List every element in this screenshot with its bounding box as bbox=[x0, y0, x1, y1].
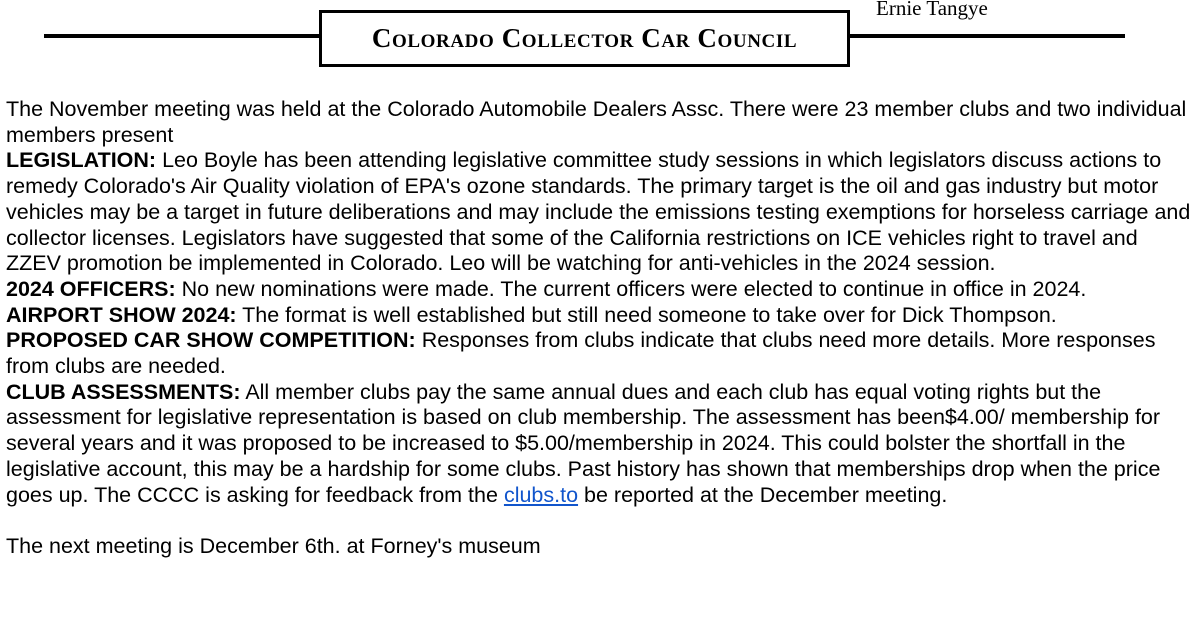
section-label: 2024 OFFICERS: bbox=[6, 276, 176, 301]
clubs-link[interactable]: clubs.to bbox=[503, 482, 579, 507]
title-box bbox=[319, 10, 850, 67]
section-car-show-competition bbox=[6, 328, 1194, 379]
page-title: Colorado Collector Car Council bbox=[371, 23, 798, 53]
section-label: CLUB ASSESSMENTS: bbox=[6, 379, 241, 404]
section-text: All member clubs pay the same annual dues and each club has equal voting rights but the assessment for legislative representation is based on club membership. The assessment has been$4.00/ membership for several years and it was proposed to be increased to $5.00/membership in 2024. This could bolster the shortfall in the legislative account, this may be a hardship for some clubs. Past history has shown that memberships drop when the price goes up. The CCCC is asking for feedback from the bbox=[6, 379, 1161, 507]
section-airport-show bbox=[6, 303, 1194, 329]
article-body bbox=[6, 97, 1194, 560]
section-label: AIRPORT SHOW 2024: bbox=[6, 302, 237, 327]
section-text: Responses from clubs indicate that clubs need more details. More responses from clubs are needed. bbox=[6, 328, 1156, 379]
section-text: No new nominations were made. The current officers were elected to continue in office in 2024. bbox=[175, 276, 1087, 301]
section-legislation bbox=[6, 148, 1194, 277]
section-text: The format is well established but still need someone to take over for Dick Thompson. bbox=[236, 302, 1057, 327]
section-officers bbox=[6, 277, 1194, 303]
section-text-after: be reported at the December meeting. bbox=[578, 482, 948, 507]
paragraph-spacer bbox=[6, 508, 1194, 534]
author-name: Ernie Tangye bbox=[876, 0, 988, 20]
section-label: PROPOSED CAR SHOW COMPETITION: bbox=[6, 328, 416, 353]
section-text: Leo Boyle has been attending legislative committee study sessions in which legislators discuss actions to remedy Colorado's Air Quality violation of EPA's ozone standards. The primary target is the oil and gas industry but motor vehicles may be a target in future deliberations and may include the emissions testing exemptions for horseless carriage and collector licenses. Legislators have suggested that some of the California restrictions on ICE vehicles right to travel and ZZEV promotion be implemented in Colorado. Leo will be watching for anti-vehicles in the 2024 session. bbox=[6, 148, 1191, 276]
intro-paragraph: The November meeting was held at the Colorado Automobile Dealers Assc. There were 23 member clubs and two individual members present bbox=[6, 97, 1187, 147]
header-rule-right bbox=[850, 34, 1125, 38]
closing-paragraph: The next meeting is December 6th. at Forney's museum bbox=[6, 533, 541, 558]
header-rule-left bbox=[44, 34, 320, 38]
section-label: LEGISLATION: bbox=[6, 148, 157, 173]
section-club-assessments bbox=[6, 380, 1194, 509]
